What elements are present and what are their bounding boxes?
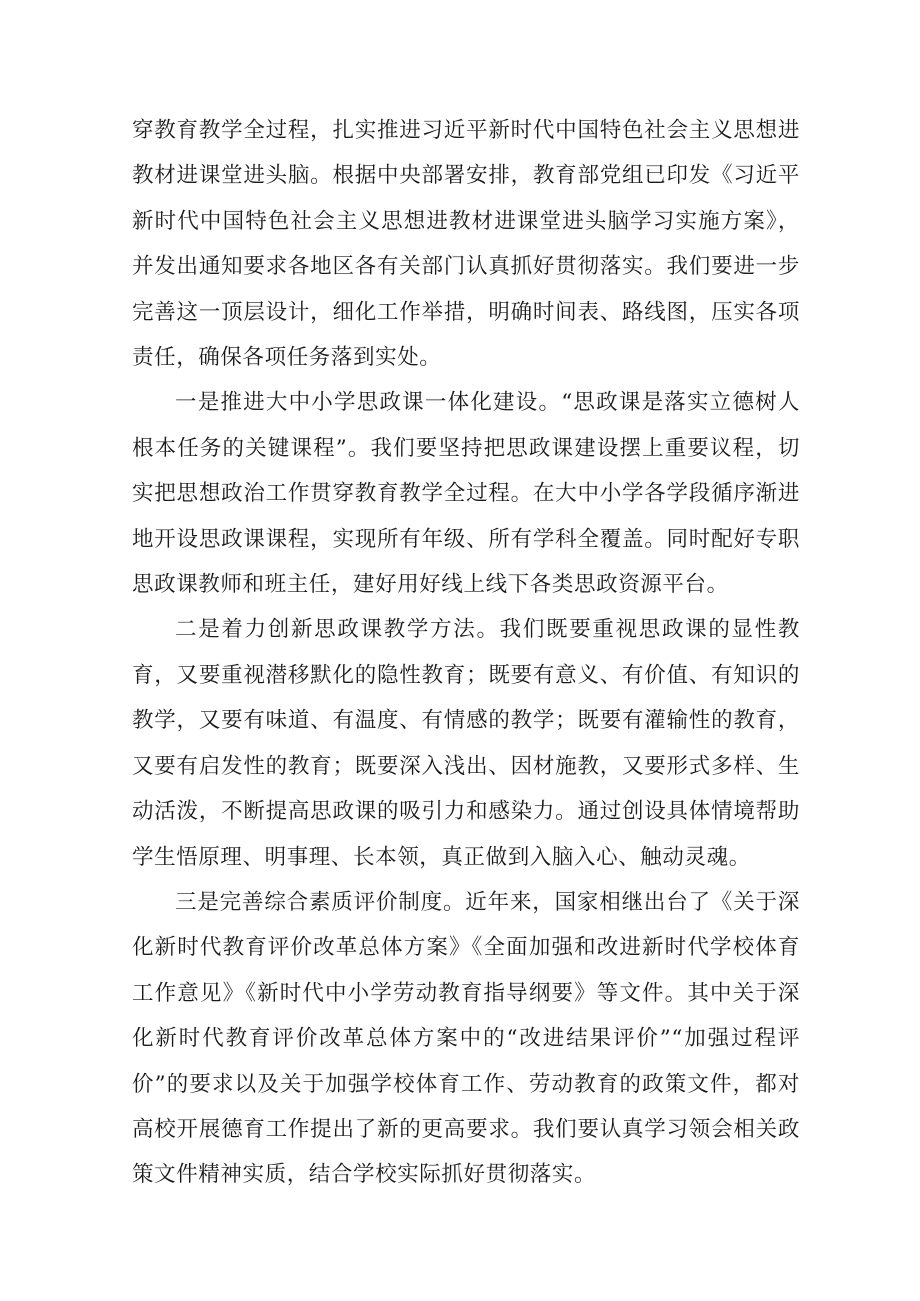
document-body xyxy=(132,108,800,1198)
paragraph-teaching-methods: 二是着力创新思政课教学方法。我们既要重视思政课的显性教育，又要重视潜移默化的隐性教育；既要有意义、有价值、有知识的教学，又要有味道、有温度、有情感的教学；既要有灌输性的教育，又要有启发性的教育；既要深入浅出、因材施教，又要形式多样、生动活泼，不断提高思政课的吸引力和感染力。通过创设具体情境帮助学生悟原理、明事理、长本领，真正做到入脑入心、触动灵魂。 xyxy=(132,617,800,870)
paragraph-continuation: 穿教育教学全过程，扎实推进习近平新时代中国特色社会主义思想进教材进课堂进头脑。根据中央部署安排，教育部党组已印发《习近平新时代中国特色社会主义思想进教材进课堂进头脑学习实施方案》，并发出通知要求各地区各有关部门认真抓好贯彻落实。我们要进一步完善这一顶层设计，细化工作举措，明确时间表、路线图，压实各项责任，确保各项任务落到实处。 xyxy=(132,118,800,371)
paragraph-integration: 一是推进大中小学思政课一体化建设。“思政课是落实立德树人根本任务的关键课程”。我们要坚持把思政课建设摆上重要议程，切实把思想政治工作贯穿教育教学全过程。在大中小学各学段循序渐进地开设思政课课程，实现所有年级、所有学科全覆盖。同时配好专职思政课教师和班主任，建好用好线上线下各类思政资源平台。 xyxy=(132,390,800,598)
paragraph-evaluation-system: 三是完善综合素质评价制度。近年来，国家相继出台了《关于深化新时代教育评价改革总体方案》《全面加强和改进新时代学校体育工作意见》《新时代中小学劳动教育指导纲要》等文件。其中关于深化新时代教育评价改革总体方案中的“改进结果评价”“加强过程评价”的要求以及关于加强学校体育工作、劳动教育的政策文件，都对高校开展德育工作提出了新的更高要求。我们要认真学习领会相关政策文件精神实质，结合学校实际抓好贯彻落实。 xyxy=(132,889,800,1188)
